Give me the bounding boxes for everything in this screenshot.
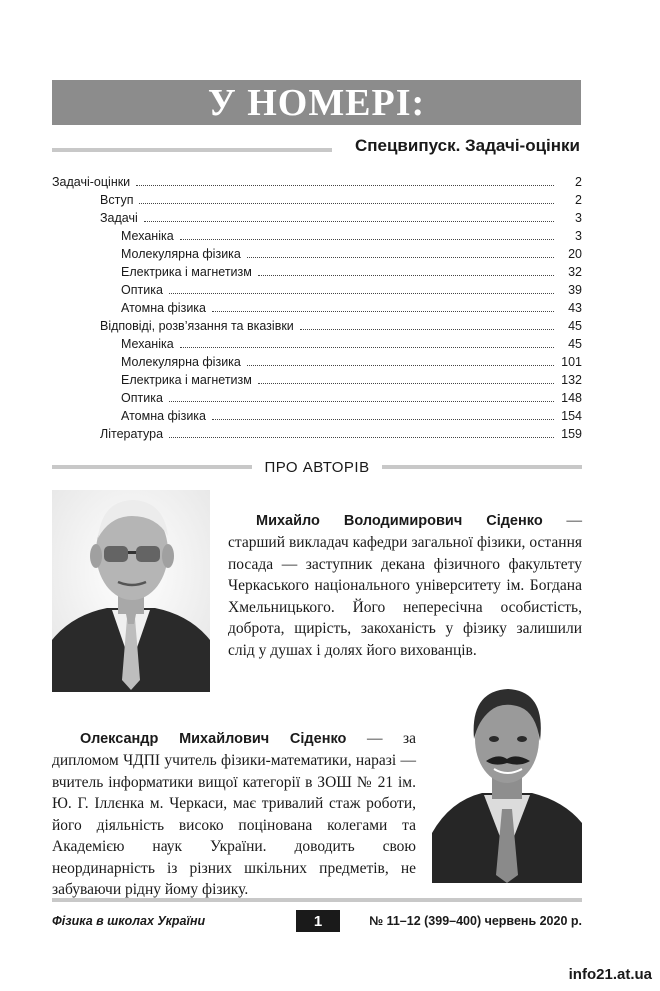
- toc-entry-page: 154: [561, 409, 582, 423]
- author-bio-text-mykhailo: — старший викладач кафедри загальної фізики, остання посада — заступник декана фізичного факультету Черкаського національного університету ім. Богдана Хмельницького. Його непересічна особистість, доброта, щирість, закоханість у фізику залишили слід у душах і долях його вихованців.: [228, 511, 583, 659]
- toc-entry-page: 2: [575, 193, 582, 207]
- toc-entry-page: 159: [561, 427, 582, 441]
- toc-entry-label: Механіка: [121, 337, 174, 351]
- toc-leader-dots: [247, 256, 554, 258]
- toc-leader-dots: [180, 238, 554, 240]
- section-title: Спецвипуск. Задачі-оцінки: [354, 136, 580, 155]
- toc-entry: [52, 423, 582, 441]
- toc-entry: [52, 333, 582, 351]
- toc-entry-page: 101: [561, 355, 582, 369]
- heading-rule-right: [382, 465, 582, 469]
- table-of-contents: [52, 171, 582, 441]
- toc-entry: [52, 189, 582, 207]
- toc-leader-dots: [169, 292, 554, 294]
- toc-entry-label: Атомна фізика: [121, 409, 206, 423]
- toc-entry: [52, 369, 582, 387]
- portrait-illustration: [52, 490, 210, 692]
- toc-leader-dots: [247, 364, 554, 366]
- toc-entry: [52, 297, 582, 315]
- toc-leader-dots: [139, 202, 554, 204]
- toc-entry-page: 39: [568, 283, 582, 297]
- toc-entry-label: Оптика: [121, 391, 163, 405]
- toc-entry-page: 32: [568, 265, 582, 279]
- toc-leader-dots: [169, 400, 554, 402]
- toc-entry: [52, 351, 582, 369]
- toc-entry-label: Механіка: [121, 229, 174, 243]
- toc-leader-dots: [180, 346, 554, 348]
- toc-leader-dots: [144, 220, 554, 222]
- toc-entry: [52, 387, 582, 405]
- toc-entry: [52, 405, 582, 423]
- toc-leader-dots: [136, 184, 554, 186]
- toc-entry-page: 43: [568, 301, 582, 315]
- toc-entry-page: 45: [568, 337, 582, 351]
- toc-leader-dots: [258, 274, 554, 276]
- portrait-illustration: [432, 683, 582, 883]
- footer-journal-title: Фізика в школах України: [52, 914, 206, 928]
- heading-rule-left: [52, 465, 252, 469]
- toc-entry-page: 3: [575, 211, 582, 225]
- footer-rule: [52, 898, 582, 902]
- toc-entry-page: 148: [561, 391, 582, 405]
- footer-issue-info: № 11–12 (399–400) червень 2020 р.: [369, 914, 582, 928]
- toc-entry-label: Електрика і магнетизм: [121, 265, 252, 279]
- author-bio-mykhailo: [228, 510, 582, 662]
- toc-leader-dots: [212, 418, 554, 420]
- toc-entry-label: Задачі: [100, 211, 138, 225]
- toc-entry-page: 132: [561, 373, 582, 387]
- author-bio-oleksandr: [52, 728, 416, 901]
- toc-entry-label: Молекулярна фізика: [121, 247, 241, 261]
- toc-entry-page: 45: [568, 319, 582, 333]
- authors-heading-text: ПРО АВТОРІВ: [264, 458, 370, 476]
- toc-entry: [52, 315, 582, 333]
- section-title-rule: [52, 148, 332, 152]
- toc-entry: [52, 261, 582, 279]
- author-bio-text-oleksandr: — за дипломом ЧДПІ учитель фізики-математики, наразі — вчитель інформатики вищої категорії в ЗОШ № 21 ім. Ю. Г. Іллєнка м. Черкаси, має тривалий стаж роботи, його діяльність високо поцінована колегами та Академією наук України. доводить свою неординарність із різних шкільних предметів, не забуваючи рідну йому фізику.: [52, 729, 416, 898]
- toc-entry-label: Вступ: [100, 193, 134, 207]
- toc-entry-label: Література: [100, 427, 164, 441]
- watermark: info21.at.ua: [568, 966, 652, 983]
- page-banner-title: У НОМЕРІ:: [52, 80, 581, 125]
- toc-entry-label: Задачі-оцінки: [52, 175, 131, 189]
- toc-entry-page: 3: [575, 229, 582, 243]
- toc-leader-dots: [258, 382, 554, 384]
- author-name-oleksandr: Олександр Михайлович Сіденко: [80, 730, 347, 747]
- footer-page-number: 1: [296, 910, 340, 932]
- toc-leader-dots: [300, 328, 554, 330]
- toc-entry-page: 2: [575, 175, 582, 189]
- toc-leader-dots: [169, 436, 554, 438]
- toc-entry-label: Оптика: [121, 283, 163, 297]
- author-name-mykhailo: Михайло Володимирович Сіденко: [256, 512, 543, 529]
- toc-entry-label: Атомна фізика: [121, 301, 206, 315]
- toc-entry-label: Відповіді, розв’язання та вказівки: [100, 319, 294, 333]
- toc-entry-label: Електрика і магнетизм: [121, 373, 252, 387]
- author-photo-mykhailo: [52, 490, 210, 692]
- toc-entry-label: Молекулярна фізика: [121, 355, 241, 369]
- toc-entry: [52, 243, 582, 261]
- toc-entry: [52, 171, 582, 189]
- author-photo-oleksandr: [432, 683, 582, 883]
- authors-heading: [52, 455, 582, 479]
- toc-entry: [52, 225, 582, 243]
- toc-entry: [52, 279, 582, 297]
- toc-entry: [52, 207, 582, 225]
- toc-entry-page: 20: [568, 247, 582, 261]
- toc-leader-dots: [212, 310, 554, 312]
